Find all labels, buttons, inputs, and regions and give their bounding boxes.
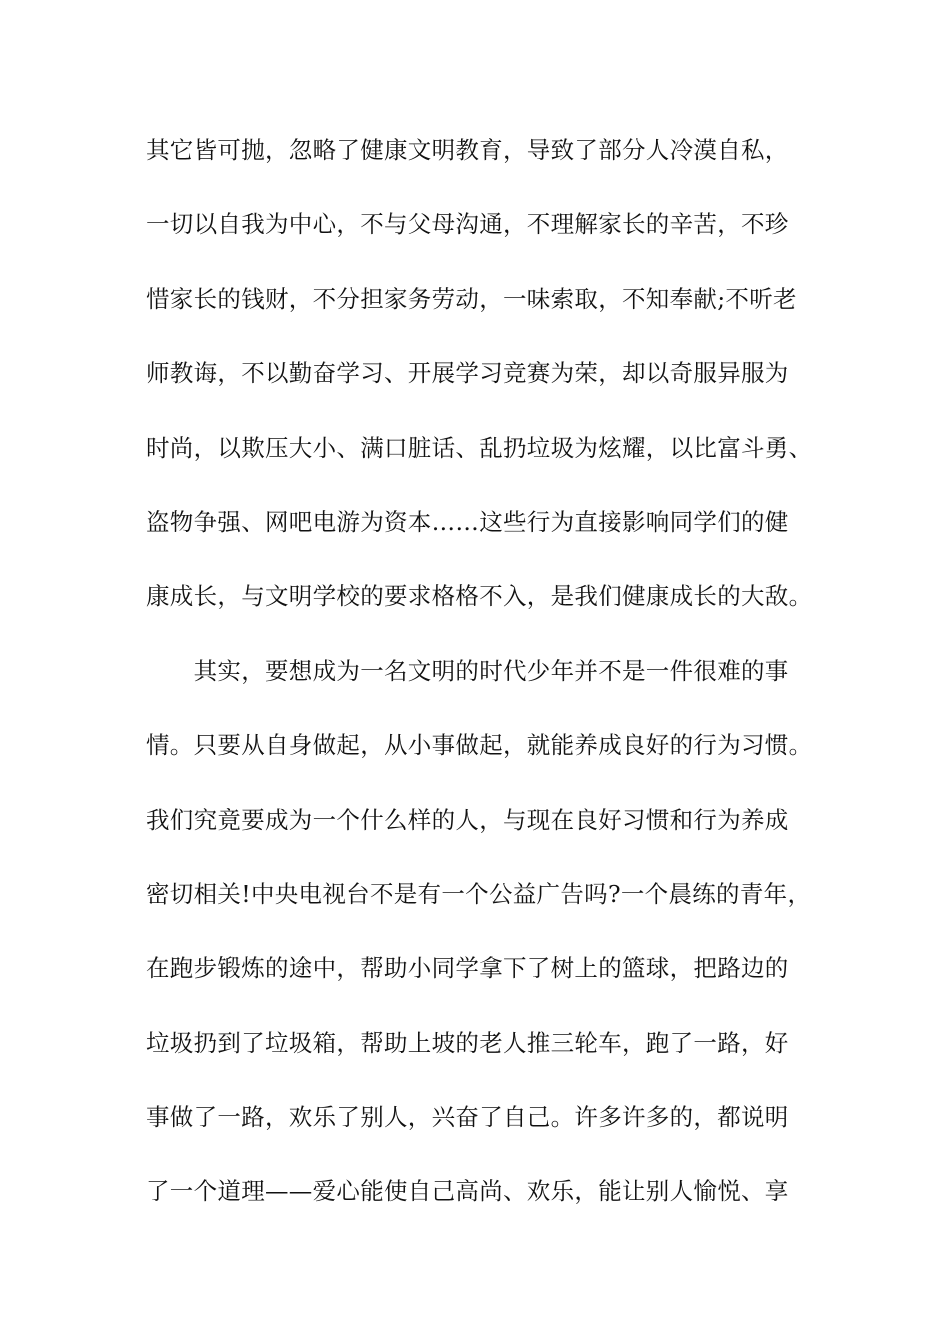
text-line-4: 师教诲，不以勤奋学习、开展学习竞赛为荣，却以奇服异服为	[146, 359, 789, 388]
text-line-2: 一切以自我为中心，不与父母沟通，不理解家长的辛苦，不珍	[146, 210, 789, 239]
document-body	[146, 130, 816, 1246]
text-line-9: 情。只要从自身做起，从小事做起，就能养成良好的行为习惯。	[146, 731, 813, 760]
text-line-13: 垃圾扔到了垃圾箱，帮助上坡的老人推三轮车，跑了一路，好	[146, 1028, 789, 1057]
text-line-3: 惜家长的钱财，不分担家务劳动，一味索取，不知奉献;不听老	[146, 284, 797, 313]
text-line-14: 事做了一路，欢乐了别人，兴奋了自己。许多许多的，都说明	[146, 1103, 789, 1132]
text-line-10: 我们究竟要成为一个什么样的人，与现在良好习惯和行为养成	[146, 805, 789, 834]
text-line-5: 时尚，以欺压大小、满口脏话、乱扔垃圾为炫耀，以比富斗勇、	[146, 433, 813, 462]
text-line-12: 在跑步锻炼的途中，帮助小同学拿下了树上的篮球，把路边的	[146, 954, 789, 983]
text-line-11: 密切相关!中央电视台不是有一个公益广告吗?一个晨练的青年，	[146, 879, 812, 908]
text-line-8: 其实，要想成为一名文明的时代少年并不是一件很难的事	[146, 656, 789, 685]
text-line-1: 其它皆可抛，忽略了健康文明教育，导致了部分人冷漠自私，	[146, 136, 789, 164]
text-line-15: 了一个道理——爱心能使自己高尚、欢乐，能让别人愉悦、享	[146, 1177, 789, 1206]
text-line-6: 盗物争强、网吧电游为资本……这些行为直接影响同学们的健	[146, 507, 789, 536]
text-line-7: 康成长，与文明学校的要求格格不入，是我们健康成长的大敌。	[146, 582, 813, 611]
